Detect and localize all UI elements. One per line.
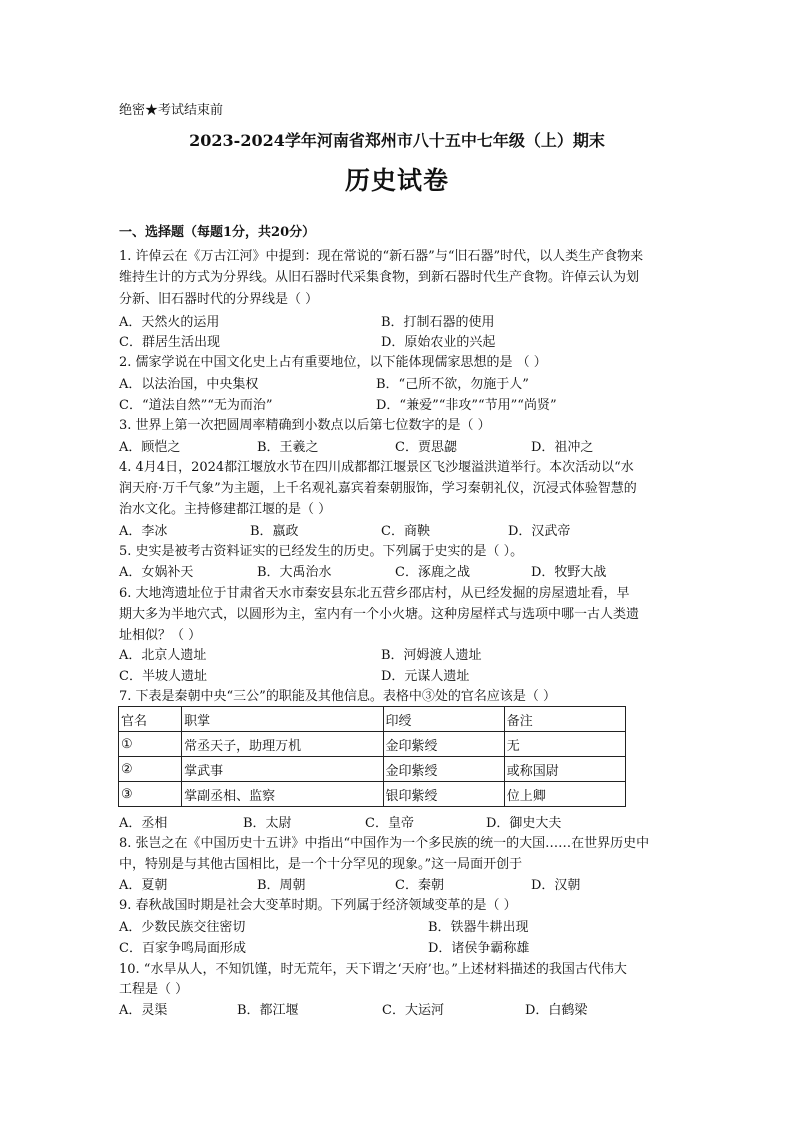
- table-header-cell: 印绶: [383, 707, 504, 732]
- question-9-option-d: D．诸侯争霸称雄: [428, 941, 530, 956]
- question-2-line-1: 2. 儒家学说在中国文化史上占有重要地位，以下能体现儒家思想的是 （ ）: [119, 355, 547, 370]
- question-8-option-c: C．秦朝: [395, 878, 444, 893]
- question-9-line-1: 9. 春秋战国时期是社会大变革时期。下列属于经济领域变革的是（ ）: [119, 898, 517, 913]
- question-1-option-c: C．群居生活出现: [119, 335, 220, 350]
- question-4-option-d: D．汉武帝: [508, 524, 571, 539]
- question-6-line-2: 期大多为半地穴式，以圆形为主，室内有一个小火塘。这种房屋样式与选项中哪一古人类遗: [119, 607, 640, 622]
- table-cell: 常丞天子，助理万机: [182, 732, 383, 757]
- question-6-option-d: D．元谋人遗址: [381, 669, 470, 684]
- question-8-line-1: 8. 张岂之在《中国历史十五讲》中指出“中国作为一个多民族的统一的大国……在世界历史中: [119, 836, 650, 851]
- question-7-option-a: A．丞相: [119, 816, 168, 831]
- question-1-option-a: A．天然火的运用: [119, 315, 220, 330]
- question-2-option-b: B．“己所不欲，勿施于人”: [376, 377, 529, 392]
- table-header-cell: 官名: [119, 707, 182, 732]
- confidential-note: 绝密★考试结束前: [119, 103, 224, 118]
- question-10-option-a: A．灵渠: [119, 1003, 168, 1018]
- question-7-option-b: B．太尉: [243, 816, 292, 831]
- question-8-option-d: D．汉朝: [531, 878, 581, 893]
- table-header-cell: 职掌: [182, 707, 383, 732]
- question-5-option-c: C．涿鹿之战: [395, 565, 470, 580]
- table-cell: ③: [119, 782, 182, 807]
- question-8-option-b: B．周朝: [257, 878, 306, 893]
- question-4-line-1: 4. 4月4日，2024都江堰放水节在四川成都都江堰景区飞沙堰溢洪道举行。本次活动以“水: [119, 460, 634, 475]
- section-heading: 一、选择题（每题1分，共20分）: [119, 225, 316, 240]
- table-header-row: [119, 707, 626, 732]
- question-7-line-1: 7. 下表是秦朝中央“三公”的职能及其他信息。表格中③处的官名应该是（ ）: [119, 689, 556, 704]
- table-cell: 掌副丞相、监察: [182, 782, 383, 807]
- question-2-option-c: C．“道法自然”“无为而治”: [119, 398, 273, 413]
- question-6-option-a: A．北京人遗址: [119, 648, 207, 663]
- question-5-option-a: A．女娲补天: [119, 565, 194, 580]
- question-10-line-1: 10. “水旱从人，不知饥馑，时无荒年，天下谓之‘天府’也。”上述材料描述的我国古代伟大: [119, 962, 627, 977]
- question-3-option-a: A．顾恺之: [119, 440, 181, 455]
- question-7-option-d: D．御史大夫: [486, 816, 562, 831]
- table-cell: 位上卿: [504, 782, 625, 807]
- question-8-option-a: A．夏朝: [119, 878, 168, 893]
- table-cell: ②: [119, 757, 182, 782]
- question-9-option-a: A．少数民族交往密切: [119, 920, 246, 935]
- offices-table: [118, 706, 626, 807]
- table-cell: 掌武事: [182, 757, 383, 782]
- question-1-line-1: 1. 许倬云在《万古江河》中提到：现在常说的“新石器”与“旧石器”时代，以人类生产食物来: [119, 249, 644, 264]
- question-5-option-b: B．大禹治水: [257, 565, 332, 580]
- question-4-option-a: A．李冰: [119, 524, 168, 539]
- table-cell: 无: [504, 732, 625, 757]
- question-7-option-c: C．皇帝: [365, 816, 414, 831]
- question-2-option-d: D．“兼爱”“非攻”“节用”“尚贤”: [376, 398, 557, 413]
- question-6-line-3: 址相似？（ ）: [119, 628, 202, 643]
- question-10-option-b: B．都江堰: [237, 1003, 299, 1018]
- question-3-option-d: D．祖冲之: [531, 440, 594, 455]
- question-4-line-3: 治水文化。主持修建都江堰的是（ ）: [119, 502, 332, 517]
- question-10-line-2: 工程是（ ）: [119, 982, 189, 997]
- table-row: [119, 757, 626, 782]
- question-3-line-1: 3. 世界上第一次把圆周率精确到小数点以后第七位数字的是（ ）: [119, 418, 491, 433]
- question-10-option-c: C．大运河: [382, 1003, 444, 1018]
- question-4-option-c: C．商鞅: [381, 524, 430, 539]
- question-1-option-d: D．原始农业的兴起: [381, 335, 496, 350]
- exam-title: 2023-2024学年河南省郑州市八十五中七年级（上）期末: [189, 131, 605, 150]
- question-9-option-b: B．铁器牛耕出现: [428, 920, 529, 935]
- question-6-option-c: C．半坡人遗址: [119, 669, 207, 684]
- table-cell: 银印紫绶: [383, 782, 504, 807]
- question-1-line-2: 维持生计的方式为分界线。从旧石器时代采集食物，到新石器时代生产食物。许倬云认为划: [119, 270, 640, 285]
- question-6-option-b: B．河姆渡人遗址: [381, 648, 482, 663]
- table-row: [119, 732, 626, 757]
- question-3-option-c: C．贾思勰: [395, 440, 457, 455]
- table-cell: 金印紫绶: [383, 732, 504, 757]
- question-5-option-d: D．牧野大战: [531, 565, 607, 580]
- question-1-line-3: 分新、旧石器时代的分界线是（ ）: [119, 292, 319, 307]
- question-2-option-a: A．以法治国，中央集权: [119, 377, 259, 392]
- question-8-line-2: 中，特别是与其他古国相比，是一个十分罕见的现象。”这一局面开创于: [119, 857, 523, 872]
- exam-subtitle: 历史试卷: [344, 166, 449, 195]
- question-5-line-1: 5. 史实是被考古资料证实的已经发生的历史。下列属于史实的是（ ）。: [119, 544, 524, 559]
- table-row: [119, 782, 626, 807]
- question-3-option-b: B．王羲之: [257, 440, 319, 455]
- question-4-line-2: 润天府·万千气象”为主题，上千名观礼嘉宾着秦朝服饰，学习秦朝礼仪，沉浸式体验智慧的: [119, 481, 637, 496]
- question-6-line-1: 6. 大地湾遗址位于甘肃省天水市秦安县东北五营乡邵店村，从已经发掘的房屋遗址看，早: [119, 586, 630, 601]
- table-cell: ①: [119, 732, 182, 757]
- table-cell: 或称国尉: [504, 757, 625, 782]
- table-cell: 金印紫绶: [383, 757, 504, 782]
- table-header-cell: 备注: [504, 707, 625, 732]
- question-10-option-d: D．白鹤梁: [525, 1003, 588, 1018]
- question-9-option-c: C．百家争鸣局面形成: [119, 941, 246, 956]
- question-4-option-b: B．嬴政: [250, 524, 299, 539]
- question-1-option-b: B．打制石器的使用: [381, 315, 495, 330]
